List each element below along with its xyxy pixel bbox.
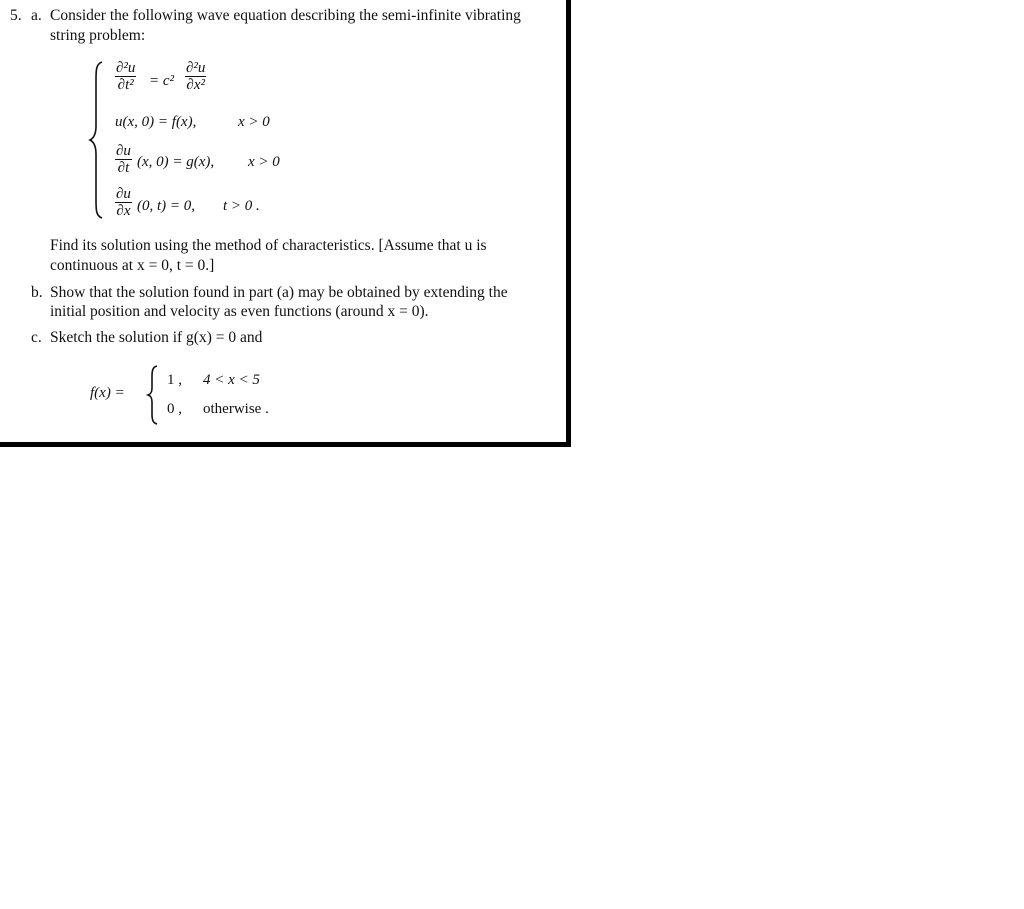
- part-b-label: b.: [31, 284, 43, 301]
- system-brace: [88, 60, 106, 220]
- piecewise-case2-value: 0 ,: [167, 401, 182, 417]
- part-a-intro-line2: string problem:: [50, 27, 146, 44]
- initial-condition-2-domain: x > 0: [248, 154, 280, 170]
- pde-lhs-fraction: [115, 60, 136, 93]
- part-a-instruction-line1: Find its solution using the method of characteristics. [Assume that u is: [50, 237, 487, 254]
- bc-numerator: ∂u: [116, 186, 131, 202]
- problem-panel: [0, 0, 571, 447]
- ic2-denominator: ∂t: [117, 160, 130, 176]
- part-c-line1: Sketch the solution if g(x) = 0 and: [50, 329, 263, 346]
- ic2-numerator: ∂u: [116, 143, 131, 159]
- bc-denominator: ∂x: [116, 203, 131, 219]
- piecewise-brace: [146, 364, 160, 426]
- pde-lhs-numerator: ∂²u: [116, 60, 136, 76]
- pde-lhs-denominator: ∂t²: [117, 77, 134, 93]
- part-b-line2: initial position and velocity as even functions (around x = 0).: [50, 303, 429, 320]
- initial-condition-2: (x, 0) = g(x),: [137, 154, 215, 170]
- part-a-instruction-line2: continuous at x = 0, t = 0.]: [50, 257, 215, 274]
- part-b-line1: Show that the solution found in part (a) may be obtained by extending the: [50, 284, 508, 301]
- ic2-fraction: [115, 143, 132, 176]
- initial-condition-1: u(x, 0) = f(x),: [115, 114, 197, 130]
- pde-rhs-fraction: [185, 60, 206, 93]
- piecewise-case1-condition: 4 < x < 5: [203, 372, 260, 388]
- pde-rhs-numerator: ∂²u: [186, 60, 206, 76]
- bc-fraction: [115, 186, 132, 219]
- part-c-label: c.: [31, 329, 42, 346]
- pde-rhs-denominator: ∂x²: [186, 77, 205, 93]
- boundary-condition-domain: t > 0 .: [223, 198, 260, 214]
- piecewise-case2-condition: otherwise .: [203, 401, 269, 417]
- piecewise-lhs: f(x) =: [90, 385, 125, 401]
- boundary-condition: (0, t) = 0,: [137, 198, 196, 214]
- part-a-label: a.: [31, 7, 42, 24]
- problem-number: 5.: [10, 7, 22, 24]
- piecewise-case1-value: 1 ,: [167, 372, 182, 388]
- part-a-intro-line1: Consider the following wave equation describing the semi-infinite vibrating: [50, 7, 521, 24]
- pde-equals: = c²: [149, 73, 175, 89]
- initial-condition-1-domain: x > 0: [238, 114, 270, 130]
